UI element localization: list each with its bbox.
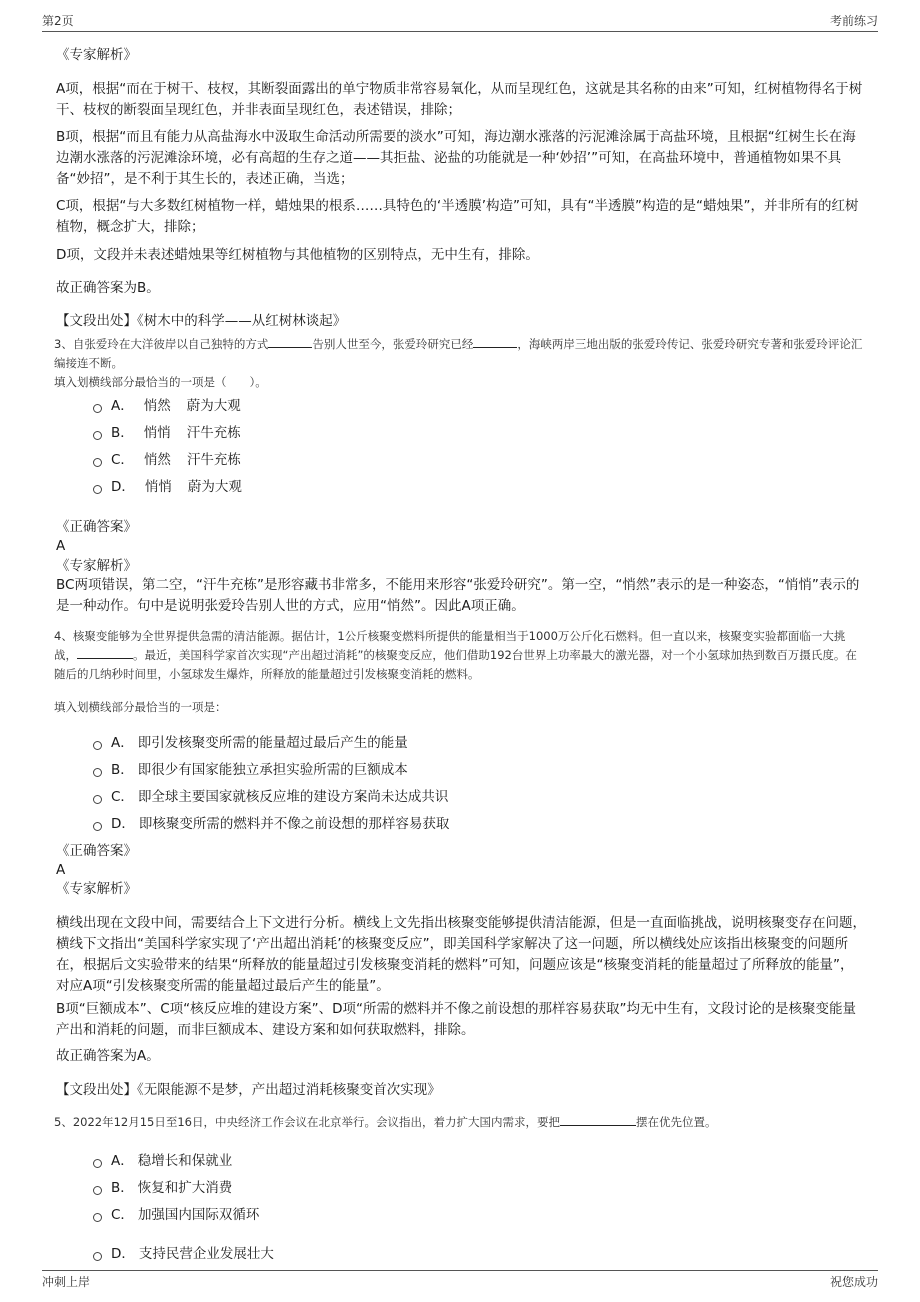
radio-icon[interactable] <box>93 768 102 777</box>
q2-source: 【文段出处】《树木中的科学——从红树林谈起》 <box>56 313 347 329</box>
q3-answer-label: 《正确答案》 <box>56 519 137 535</box>
q2-analysis-label: 《专家解析》 <box>56 47 137 63</box>
q4-stem: 4、核聚变能够为全世界提供急需的清洁能源。据估计，1公斤核聚变燃料所提供的能量相当于1000万公斤化石燃料。但一直以来，核聚变实验都面临一大挑战， 。最近，美国科学家首次实现“产出超过消耗”的核聚变反应，他们借助192台世界上功率最大的激光器，对一个小氢球加热到数百万摄氏度。在随后的几纳秒时间里，小氢球发生爆炸，所释放的能量超过引发核聚变消耗的燃料。 <box>54 629 857 681</box>
footer-rule <box>42 1270 878 1271</box>
q5-option-d[interactable]: D． 支持民营企业发展壮大 <box>93 1244 274 1264</box>
q3-prompt: 填入划横线部分最恰当的一项是（ ）。 <box>54 375 267 389</box>
q5-option-c[interactable]: C． 加强国内国际双循环 <box>93 1205 259 1225</box>
footer-left: 冲刺上岸 <box>42 1275 91 1289</box>
radio-icon[interactable] <box>93 404 102 413</box>
radio-icon[interactable] <box>93 795 102 804</box>
radio-icon[interactable] <box>93 458 102 467</box>
q4-blank <box>77 646 133 659</box>
radio-icon[interactable] <box>93 822 102 831</box>
radio-icon[interactable] <box>93 1159 102 1168</box>
q4-conclusion: 故正确答案为A。 <box>56 1048 160 1064</box>
radio-icon[interactable] <box>93 1252 102 1261</box>
q3-blank-1 <box>268 335 312 348</box>
q3-answer: A <box>56 538 66 554</box>
radio-icon[interactable] <box>93 485 102 494</box>
q3-option-b[interactable]: B． 悄悄 汗牛充栋 <box>93 423 241 443</box>
q3-option-a[interactable]: A． 悄然 蔚为大观 <box>93 396 241 416</box>
footer-right: 祝您成功 <box>829 1275 878 1289</box>
q4-analysis-1: 横线出现在文段中间，需要结合上下文进行分析。横线上文先指出核聚变能够提供清洁能源，但是一直面临挑战，说明核聚变存在问题，横线下文指出“美国科学家实现了‘产出超出消耗’的核聚变反应”，即美国科学家解决了这一问题，所以横线处应该指出核聚变的问题所在，根据后文实验带来的结果“所释放的能量超过引发核聚变消耗的燃料”可知，问题应该是“核聚变消耗的能量超过了所释放的能量”，对应A项“引发核聚变所需的能量超过最后产生的能量”。 <box>56 915 866 994</box>
q2-conclusion: 故正确答案为B。 <box>56 280 160 296</box>
q5-blank <box>560 1113 636 1126</box>
radio-icon[interactable] <box>93 431 102 440</box>
q5-stem: 5、2022年12月15日至16日，中央经济工作会议在北京举行。会议指出，着力扩大国内需求，要把 摆在优先位置。 <box>54 1115 717 1129</box>
q3-option-d[interactable]: D． 悄悄 蔚为大观 <box>93 477 242 497</box>
q4-option-a[interactable]: A． 即引发核聚变所需的能量超过最后产生的能量 <box>93 733 408 753</box>
q4-prompt: 填入划横线部分最恰当的一项是： <box>54 700 227 714</box>
q5-option-b[interactable]: B． 恢复和扩大消费 <box>93 1178 232 1198</box>
q4-answer: A <box>56 862 66 878</box>
page-number: 第2页 <box>42 14 74 28</box>
q2-analysis-b: B项，根据“而且有能力从高盐海水中汲取生命活动所需要的淡水”可知，海边潮水涨落的污泥滩涂属于高盐环境，且根据“红树生长在海边潮水涨落的污泥滩涂环境，必有高超的生存之道——其拒盐、泌盐的功能就是一种‘妙招’”可知，在高盐环境中，普通植物如果不具备“妙招”，是不利于其生长的，表述正确，当选； <box>56 129 856 187</box>
q3-blank-2 <box>473 335 517 348</box>
radio-icon[interactable] <box>93 1213 102 1222</box>
q4-option-b[interactable]: B． 即很少有国家能独立承担实验所需的巨额成本 <box>93 760 408 780</box>
q3-analysis-label: 《专家解析》 <box>56 558 137 574</box>
q4-analysis-label: 《专家解析》 <box>56 881 137 897</box>
radio-icon[interactable] <box>93 741 102 750</box>
q4-answer-label: 《正确答案》 <box>56 843 137 859</box>
q5-option-a[interactable]: A． 稳增长和保就业 <box>93 1151 232 1171</box>
q3-option-c[interactable]: C． 悄然 汗牛充栋 <box>93 450 241 470</box>
q3-analysis: BC两项错误，第二空，“汗牛充栋”是形容藏书非常多，不能用来形容“张爱玲研究”。第一空，“悄然”表示的是一种姿态，“悄悄”表示的是一种动作。句中是说明张爱玲告别人世的方式，应用“悄然”。因此A项正确。 <box>56 577 860 614</box>
header-title: 考前练习 <box>829 14 878 28</box>
q4-source: 【文段出处】《无限能源不是梦，产出超过消耗核聚变首次实现》 <box>56 1082 441 1098</box>
q2-analysis-c: C项，根据“与大多数红树植物一样，蜡烛果的根系……具特色的‘半透膜’构造”可知，具有“半透膜”构造的是“蜡烛果”，并非所有的红树植物，概念扩大，排除； <box>56 198 859 235</box>
q4-option-d[interactable]: D． 即核聚变所需的燃料并不像之前设想的那样容易获取 <box>93 814 449 834</box>
q2-analysis-a: A项，根据“而在于树干、枝杈，其断裂面露出的单宁物质非常容易氧化，从而呈现红色，这就是其名称的由来”可知，红树植物得名于树干、枝杈的断裂面呈现红色，并非表面呈现红色，表述错误，排除； <box>56 81 863 118</box>
q4-option-c[interactable]: C． 即全球主要国家就核反应堆的建设方案尚未达成共识 <box>93 787 448 807</box>
header-rule <box>42 31 878 32</box>
q4-analysis-2: B项“巨额成本”、C项“核反应堆的建设方案”、D项“所需的燃料并不像之前设想的那样容易获取”均无中生有，文段讨论的是核聚变能量产出和消耗的问题，而非巨额成本、建设方案和如何获取燃料，排除。 <box>56 1001 857 1038</box>
radio-icon[interactable] <box>93 1186 102 1195</box>
q3-stem: 3、自张爱玲在大洋彼岸以自己独特的方式 告别人世至今，张爱玲研究已经 ，海峡两岸三地出版的张爱玲传记、张爱玲研究专著和张爱玲评论汇编接连不断。 <box>54 337 863 370</box>
q2-analysis-d: D项，文段并未表述蜡烛果等红树植物与其他植物的区别特点，无中生有，排除。 <box>56 247 539 263</box>
